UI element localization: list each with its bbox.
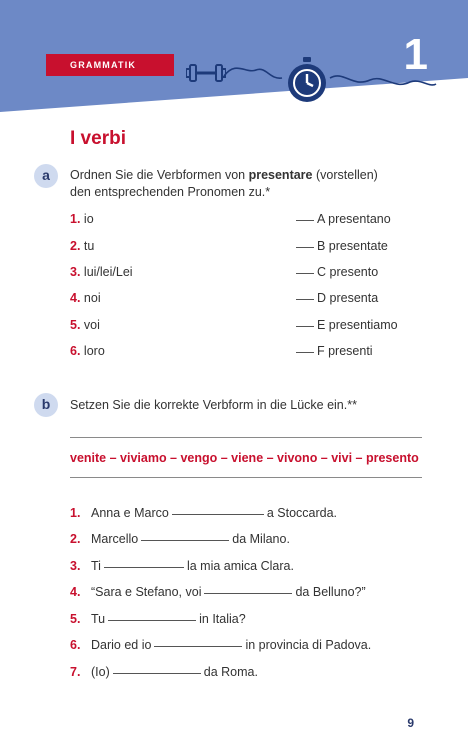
- option-item[interactable]: D presenta: [296, 291, 378, 305]
- pronoun-item: 3. lui/lei/Lei: [70, 265, 133, 279]
- chapter-number: 1: [403, 30, 428, 79]
- option-item[interactable]: A presentano: [296, 212, 391, 226]
- option-item[interactable]: C presento: [296, 265, 378, 279]
- sentence-item: 1. Anna e Marco a Stoccarda.: [70, 506, 338, 520]
- option-item[interactable]: F presenti: [296, 344, 373, 358]
- option-item[interactable]: E presentiamo: [296, 318, 398, 332]
- answer-blank[interactable]: [141, 540, 229, 541]
- stopwatch-icon: [284, 55, 330, 105]
- pronoun-item: 6. loro: [70, 344, 105, 358]
- exercise-a-instruction: Ordnen Sie die Verbformen von presentare (vorstellen) den entsprechenden Pronomen zu.*: [70, 168, 378, 199]
- sentence-item: 4. “Sara e Stefano, voi da Belluno?”: [70, 585, 366, 599]
- pronoun-item: 5. voi: [70, 318, 100, 332]
- sentence-item: 6. Dario ed io in provincia di Padova.: [70, 638, 372, 652]
- section-tag: [46, 54, 174, 76]
- exercise-b-instruction: Setzen Sie die korrekte Verbform in die Lücke ein.**: [70, 398, 357, 412]
- page-number: 9: [407, 716, 414, 730]
- answer-blank[interactable]: [154, 646, 242, 647]
- answer-blank[interactable]: [113, 673, 201, 674]
- word-bank-top-rule: [70, 437, 422, 438]
- exercise-a-label: a: [34, 164, 58, 188]
- answer-blank[interactable]: [104, 567, 184, 568]
- option-item[interactable]: B presentate: [296, 239, 388, 253]
- word-bank-bottom-rule: [70, 477, 422, 478]
- pronoun-item: 1. io: [70, 212, 94, 226]
- sentence-item: 2. Marcello da Milano.: [70, 532, 290, 546]
- dumbbell-icon: [186, 62, 226, 84]
- sentence-item: 5. Tu in Italia?: [70, 612, 246, 626]
- exercise-b-label: b: [34, 393, 58, 417]
- sentence-item: 3. Ti la mia amica Clara.: [70, 559, 294, 573]
- pronoun-item: 2. tu: [70, 239, 95, 253]
- section-tag-label: GRAMMATIK: [70, 60, 137, 70]
- word-bank: venite – viviamo – vengo – viene – vivono – vivi – presento: [70, 451, 419, 465]
- answer-blank[interactable]: [204, 593, 292, 594]
- pronoun-item: 4. noi: [70, 291, 101, 305]
- answer-blank[interactable]: [172, 514, 264, 515]
- sentence-item: 7. (Io) da Roma.: [70, 665, 258, 679]
- answer-blank[interactable]: [108, 620, 196, 621]
- page-title: I verbi: [70, 128, 126, 149]
